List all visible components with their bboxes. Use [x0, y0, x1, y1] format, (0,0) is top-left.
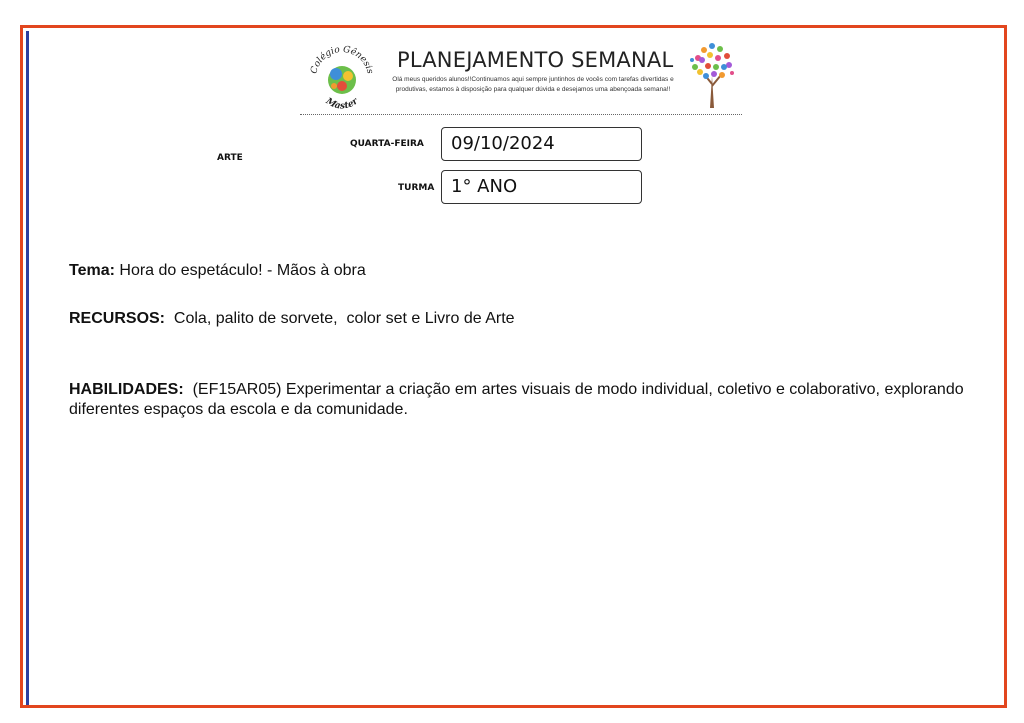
class-label: TURMA [398, 183, 435, 193]
svg-text:Master: Master [323, 96, 361, 112]
school-logo [306, 42, 378, 112]
habilidades-text: (EF15AR05) Experimentar a criação em artes visuais de modo individual, coletivo e colaborativo, explorando diferentes espaços da escola e da comunidade. [69, 381, 964, 418]
page-title: PLANEJAMENTO SEMANAL [397, 48, 674, 72]
tema-line [69, 261, 969, 281]
habilidades-paragraph [69, 380, 969, 420]
day-label: QUARTA-FEIRA [350, 139, 424, 149]
recursos-text: Cola, palito de sorvete, color set e Livro de Arte [173, 310, 515, 327]
habilidades-label: HABILIDADES: [69, 381, 184, 398]
svg-text:Colégio Gênesis: Colégio Gênesis [309, 44, 375, 75]
side-bar [26, 31, 29, 705]
greeting-text: Olá meus queridos alunos!!Continuamos aqui sempre juntinhos de vocês com tarefas divertidas e produtivas, estamos à disposição para qualquer dúvida e desejamos uma abençoada semana!! [392, 76, 674, 93]
recursos-line [69, 309, 969, 329]
date-field[interactable]: 09/10/2024 [441, 127, 642, 161]
planning-header [300, 42, 742, 115]
colorful-tree-icon [688, 40, 736, 108]
recursos-label: RECURSOS: [69, 310, 166, 327]
tema-text: Hora do espetáculo! - Mãos à obra [119, 262, 366, 279]
class-field[interactable]: 1° ANO [441, 170, 642, 204]
tema-label: Tema: [69, 262, 115, 279]
subject-label: ARTE [217, 153, 243, 163]
